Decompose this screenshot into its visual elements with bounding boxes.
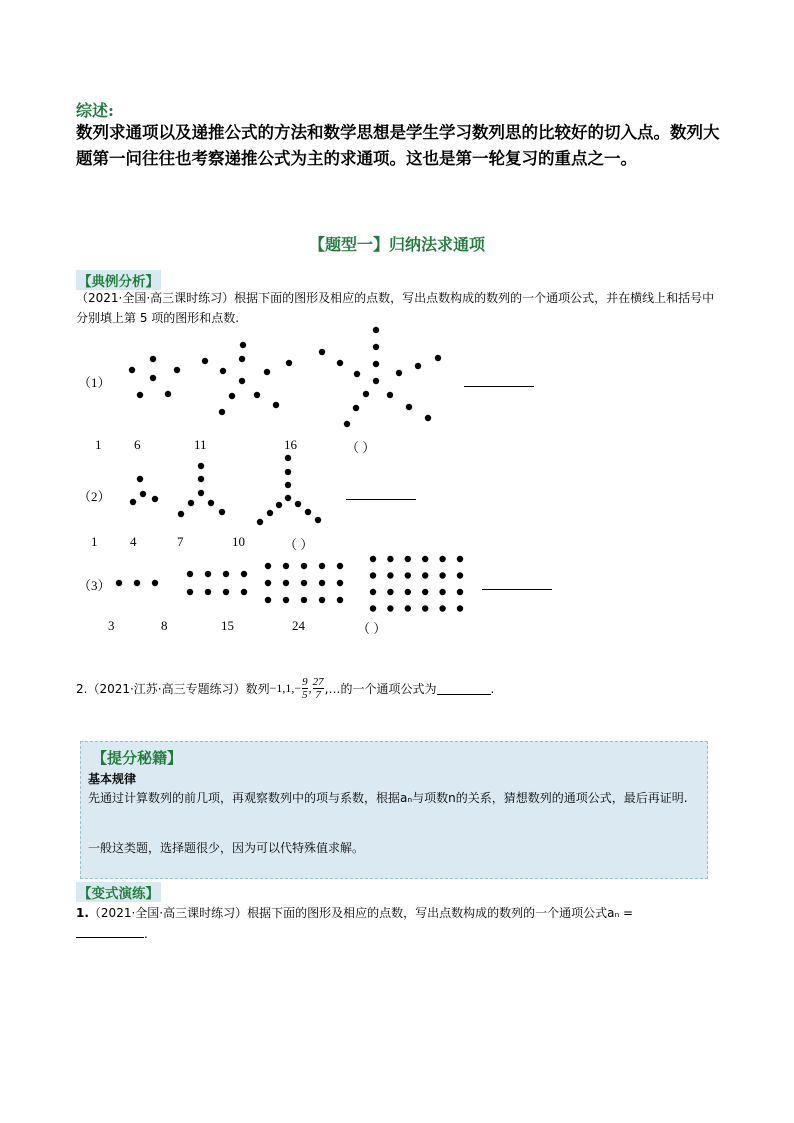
dot (337, 580, 343, 586)
row-1-number: 16 (284, 437, 297, 452)
dot (140, 491, 146, 497)
dot (405, 572, 411, 578)
dot (373, 344, 379, 350)
dot (415, 363, 421, 369)
dot (319, 349, 325, 355)
dot (457, 605, 463, 611)
dot (337, 360, 343, 366)
dot (150, 356, 156, 362)
dot (439, 605, 445, 611)
tips-title: 【提分秘籍】 (92, 749, 183, 767)
question-2-prefix: 2.（2021·江苏·高三专题练习）数列 (76, 682, 270, 696)
dot (439, 589, 445, 595)
dot (220, 368, 226, 374)
dot (387, 556, 393, 562)
dot (422, 572, 428, 578)
dot (187, 589, 193, 595)
dot (439, 556, 445, 562)
summary-title: 综述: (76, 101, 114, 120)
dot (205, 571, 211, 577)
dot (137, 476, 143, 482)
dot (116, 580, 122, 586)
dot (405, 589, 411, 595)
row-2-number: （ ） (284, 537, 314, 552)
row-1-number: 1 (95, 437, 102, 452)
dot (198, 463, 204, 469)
dot (285, 495, 291, 501)
dot (315, 517, 321, 523)
practice-question-number: 1. (76, 906, 89, 920)
dot (370, 605, 376, 611)
practice-question-text: （2021·全国·高三课时练习）根据下面的图形及相应的点数，写出点数构成的数列的一个通项公式aₙ = (88, 906, 634, 920)
dot (137, 392, 143, 398)
dot (285, 455, 291, 461)
dot (435, 355, 441, 361)
dot (319, 563, 325, 569)
dot (387, 572, 393, 578)
dot (239, 378, 245, 384)
row-2-number: 10 (232, 534, 245, 549)
question-2-end: . (490, 681, 495, 696)
dot (344, 421, 350, 427)
dot (265, 597, 271, 603)
dot (240, 342, 246, 348)
dot (405, 556, 411, 562)
dot (150, 375, 156, 381)
row-3-number: 8 (161, 618, 168, 633)
row-2-number: 1 (91, 534, 98, 549)
dot (198, 490, 204, 496)
practice-question-end: . (144, 927, 148, 941)
dot (283, 563, 289, 569)
dot (198, 476, 204, 482)
dot (301, 563, 307, 569)
dot (152, 496, 158, 502)
tips-subtitle: 基本规律 (88, 772, 137, 786)
dot (387, 392, 393, 398)
dot (239, 356, 245, 362)
row-1-label: （1） (78, 375, 111, 390)
dot (425, 415, 431, 421)
dot (208, 500, 214, 506)
dot (202, 358, 208, 364)
dot (337, 563, 343, 569)
fraction-9-5 (302, 676, 308, 701)
summary-body: 数列求通项以及递推公式的方法和数学思想是学生学习数列思的比较好的切入点。数列大题第一问往往也考察递推公式为主的求通项。这也是第一轮复习的重点之一。 (76, 123, 720, 168)
dot (370, 556, 376, 562)
row-3-number: 15 (221, 618, 234, 633)
dot (370, 589, 376, 595)
dot (241, 571, 247, 577)
row-2-label: （2） (78, 489, 111, 504)
dot (422, 589, 428, 595)
dot (319, 597, 325, 603)
dot (283, 580, 289, 586)
fraction-denominator: 5 (302, 689, 308, 701)
dot (370, 572, 376, 578)
dot (301, 597, 307, 603)
dot (387, 589, 393, 595)
fraction-27-7 (313, 676, 324, 701)
fraction-denominator: 7 (315, 689, 321, 701)
dot (285, 482, 291, 488)
dot (152, 580, 158, 586)
tips-text-1: 先通过计算数列的前几项，再观察数列中的项与系数，根据aₙ与项数n的关系，猜想数列的通项公式，最后再证明. (88, 791, 688, 805)
dot (285, 469, 291, 475)
dot (373, 361, 379, 367)
practice-answer-blank (76, 923, 144, 938)
dot (354, 371, 360, 377)
dot (286, 360, 292, 366)
row-2-number: 4 (130, 534, 137, 549)
row-3-number: 24 (292, 618, 305, 633)
dot (422, 556, 428, 562)
row-1-number: （ ） (346, 440, 376, 455)
dot (396, 370, 402, 376)
row-3-number: 3 (108, 618, 115, 633)
dot (229, 393, 235, 399)
dot (134, 580, 140, 586)
dot (265, 563, 271, 569)
row-2-number: 7 (177, 534, 184, 549)
dot (165, 391, 171, 397)
dot (273, 402, 279, 408)
dot (219, 409, 225, 415)
row-1-number: 6 (134, 437, 141, 452)
fraction-numerator: 27 (312, 676, 324, 688)
dot (174, 367, 180, 373)
section-title: 【题型一】归纳法求通项 (308, 235, 485, 254)
dot (373, 327, 379, 333)
row-3-label: （3） (78, 578, 111, 593)
dot (267, 510, 273, 516)
dot (254, 392, 260, 398)
tips-text-2: 一般这类题，选择题很少，因为可以代特殊值求解。 (88, 841, 365, 855)
example-tag: 【典例分析】 (76, 270, 161, 290)
question-2-suffix: ,…的一个通项公式为 (324, 682, 437, 696)
dot (295, 501, 301, 507)
dot (265, 580, 271, 586)
question-2-sequence-start: −1,1,− (269, 681, 302, 695)
dot (264, 369, 270, 375)
dot (219, 509, 225, 515)
dot (257, 519, 263, 525)
dot (241, 589, 247, 595)
dot (422, 605, 428, 611)
practice-question-1 (76, 903, 726, 944)
dot (439, 572, 445, 578)
question-2: 2.（2021·江苏·高三专题练习）数列 −1,1,− $\frac{9}{5}$ , $\frac{27}{7}$ ,…的一个通项公式为 . (76, 676, 495, 701)
dot (276, 502, 282, 508)
dot (187, 571, 193, 577)
dot (223, 571, 229, 577)
dot (283, 597, 289, 603)
dot (129, 367, 135, 373)
dot (188, 500, 194, 506)
dot (363, 391, 369, 397)
practice-tag: 【变式演练】 (76, 882, 161, 902)
dot (353, 405, 359, 411)
dot (305, 509, 311, 515)
fraction-numerator: 9 (302, 676, 308, 688)
dot (178, 511, 184, 517)
dot (457, 556, 463, 562)
row-3-number: （ ） (357, 621, 387, 636)
question-2-answer-blank (437, 682, 491, 695)
dot (457, 572, 463, 578)
dot (337, 597, 343, 603)
question-1-intro: （2021·全国·高三课时练习）根据下面的图形及相应的点数，写出点数构成的数列的一个通项公式，并在横线上和括号中分别填上第 5 项的图形和点数. (76, 291, 715, 325)
dot (387, 605, 393, 611)
dot (373, 378, 379, 384)
dot (457, 589, 463, 595)
dot (223, 589, 229, 595)
dot (406, 404, 412, 410)
row-1-number: 11 (194, 437, 207, 452)
dot (405, 605, 411, 611)
dot (205, 589, 211, 595)
dot (319, 580, 325, 586)
dot (130, 499, 136, 505)
dot (301, 580, 307, 586)
